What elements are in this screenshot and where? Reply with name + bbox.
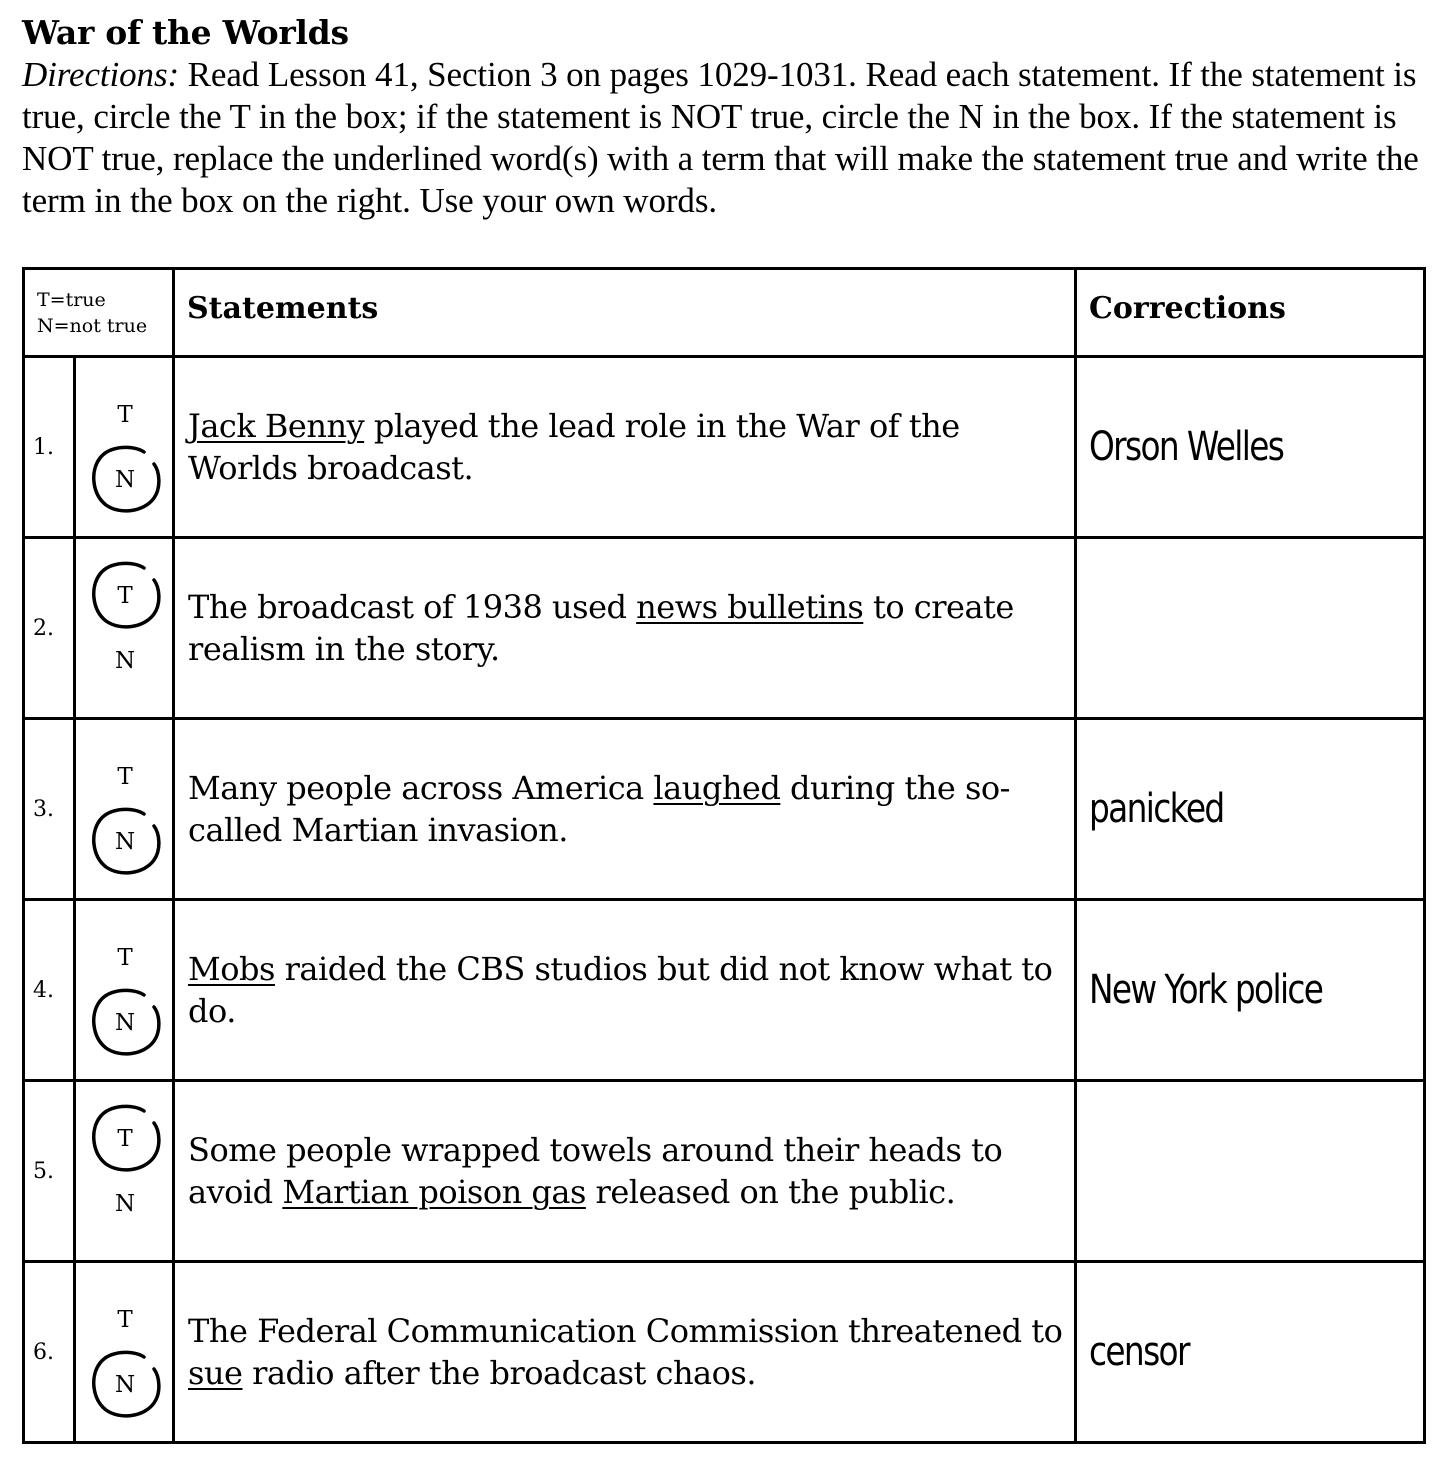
row-number: 5. (24, 1081, 75, 1262)
table-header-row (24, 269, 1425, 357)
underlined-term: news bulletins (636, 588, 864, 626)
not-true-choice[interactable]: N (114, 467, 136, 493)
correction-cell[interactable] (1076, 1262, 1425, 1443)
statement-text (174, 357, 1076, 538)
true-choice[interactable]: T (117, 402, 133, 428)
directions-text: Read Lesson 41, Section 3 on pages 1029-1031. Read each statement. If the statement is true, circle the T in the box; if the statement is NOT true, circle the N in the box. If the statement is NOT true, replace the underlined word(s) with a term that will make the statement true and write the term in the box on the right. Use your own words. (22, 55, 1419, 220)
statement-after: raided the CBS studios but did not know what to do. (188, 950, 1053, 1030)
table-row-4 (24, 900, 1425, 1081)
not-true-choice[interactable]: N (114, 648, 136, 674)
corrections-header: Corrections (1076, 269, 1425, 357)
correction-text: censor (1089, 1329, 1189, 1375)
true-false-cell[interactable] (75, 1081, 174, 1262)
worksheet-header (22, 12, 1427, 222)
hand-drawn-circle-icon (88, 558, 162, 632)
correction-text: Orson Welles (1089, 424, 1284, 470)
underlined-term: Jack Benny (188, 407, 365, 445)
statements-table (22, 267, 1426, 1444)
statements-body (24, 357, 1425, 1443)
true-choice[interactable]: T (117, 945, 133, 971)
true-false-choices (76, 568, 174, 688)
true-false-choices (76, 1111, 174, 1231)
statement-before: The Federal Communication Commission threatened to (188, 1312, 1063, 1350)
statement-before: Some people wrapped towels around their heads to avoid (188, 1131, 1003, 1211)
table-row-1 (24, 357, 1425, 538)
correction-text: New York police (1089, 967, 1323, 1013)
row-number: 6. (24, 1262, 75, 1443)
true-false-cell[interactable] (75, 719, 174, 900)
hand-drawn-circle-icon (88, 985, 162, 1059)
true-false-choices (76, 930, 174, 1050)
hand-drawn-circle-icon (88, 804, 162, 878)
statement-before: Many people across America (188, 769, 654, 807)
true-choice[interactable]: T (117, 764, 133, 790)
directions-label: Directions: (22, 55, 180, 94)
row-number: 2. (24, 538, 75, 719)
correction-text: panicked (1089, 786, 1224, 832)
true-false-cell[interactable] (75, 538, 174, 719)
row-number: 1. (24, 357, 75, 538)
correction-cell[interactable] (1076, 719, 1425, 900)
underlined-term: laughed (653, 769, 781, 807)
true-false-cell[interactable] (75, 900, 174, 1081)
true-choice[interactable]: T (117, 1126, 133, 1152)
hand-drawn-circle-icon (88, 1101, 162, 1175)
legend-cell (24, 269, 174, 357)
statement-text (174, 1262, 1076, 1443)
true-false-choices (76, 387, 174, 507)
underlined-term: Mobs (188, 950, 275, 988)
not-true-choice[interactable]: N (114, 1372, 136, 1398)
correction-cell[interactable] (1076, 900, 1425, 1081)
not-true-choice[interactable]: N (114, 829, 136, 855)
true-choice[interactable]: T (117, 583, 133, 609)
hand-drawn-circle-icon (88, 442, 162, 516)
statement-text (174, 900, 1076, 1081)
underlined-term: Martian poison gas (282, 1173, 586, 1211)
statement-text (174, 719, 1076, 900)
statement-text (174, 538, 1076, 719)
statement-after: released on the public. (585, 1173, 956, 1211)
worksheet-title: War of the Worlds (22, 13, 349, 52)
table-row-5 (24, 1081, 1425, 1262)
not-true-choice[interactable]: N (114, 1010, 136, 1036)
statement-after: during the so-called Martian invasion. (188, 769, 1010, 849)
statements-header: Statements (174, 269, 1076, 357)
statement-after: to create realism in the story. (188, 588, 1014, 668)
correction-cell[interactable] (1076, 357, 1425, 538)
true-choice[interactable]: T (117, 1307, 133, 1333)
legend-false: N=not true (37, 314, 148, 337)
legend-true: T=true (37, 288, 106, 311)
underlined-term: sue (188, 1354, 243, 1392)
table-row-3 (24, 719, 1425, 900)
table-row-6 (24, 1262, 1425, 1443)
true-false-cell[interactable] (75, 357, 174, 538)
table-row-2 (24, 538, 1425, 719)
true-false-choices (76, 1292, 174, 1412)
true-false-cell[interactable] (75, 1262, 174, 1443)
true-false-choices (76, 749, 174, 869)
hand-drawn-circle-icon (88, 1347, 162, 1421)
statement-after: radio after the broadcast chaos. (242, 1354, 756, 1392)
not-true-choice[interactable]: N (114, 1191, 136, 1217)
correction-cell[interactable] (1076, 538, 1425, 719)
row-number: 3. (24, 719, 75, 900)
directions-paragraph (22, 54, 1427, 222)
row-number: 4. (24, 900, 75, 1081)
statement-before: The broadcast of 1938 used (188, 588, 637, 626)
statement-text (174, 1081, 1076, 1262)
correction-cell[interactable] (1076, 1081, 1425, 1262)
statement-after: played the lead role in the War of the Worlds broadcast. (188, 407, 960, 487)
